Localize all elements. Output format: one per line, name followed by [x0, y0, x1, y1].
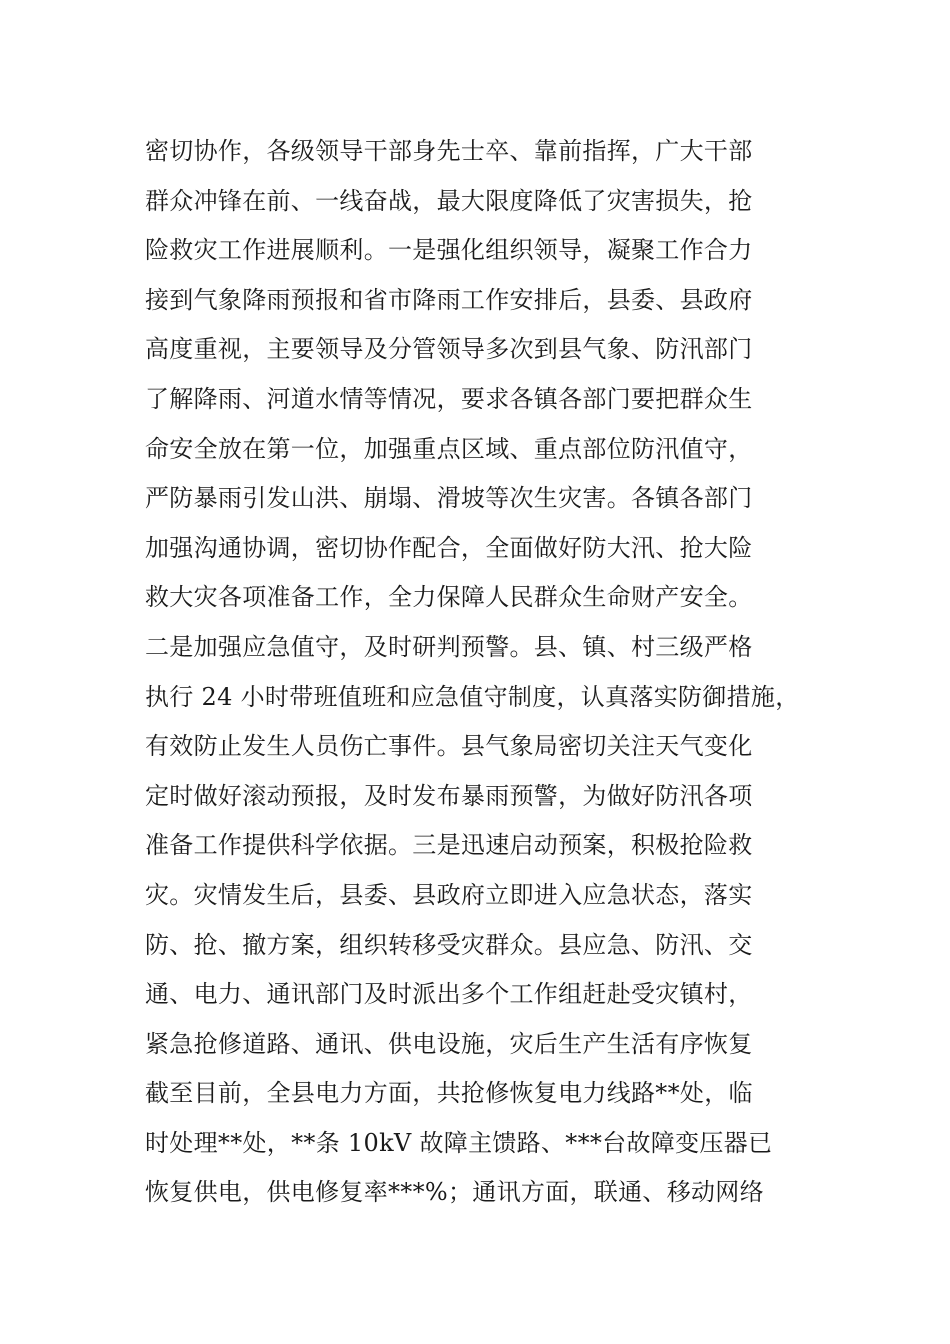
text-line: 二是加强应急值守，及时研判预警。县、镇、村三级严格 [145, 632, 753, 661]
text-line: 执行 24 小时带班值班和应急值守制度，认真落实防御措施， [145, 682, 800, 711]
text-line: 防、抢、撤方案，组织转移受灾群众。县应急、防汛、交 [145, 930, 753, 959]
text-line: 接到气象降雨预报和省市降雨工作安排后，县委、县政府 [145, 285, 753, 314]
text-line: 截至目前，全县电力方面，共抢修恢复电力线路**处，临 [145, 1079, 753, 1108]
text-line: 命安全放在第一位，加强重点区域、重点部位防汛值守， [145, 434, 753, 463]
text-line: 了解降雨、河道水情等情况，要求各镇各部门要把群众生 [145, 384, 753, 413]
text-line: 准备工作提供科学依据。三是迅速启动预案，积极抢险救 [145, 831, 753, 860]
body-text [145, 127, 825, 1218]
text-line: 通、电力、通讯部门及时派出多个工作组赶赴受灾镇村， [145, 980, 753, 1009]
text-line: 有效防止发生人员伤亡事件。县气象局密切关注天气变化 [145, 732, 753, 761]
text-line: 严防暴雨引发山洪、崩塌、滑坡等次生灾害。各镇各部门 [145, 484, 753, 513]
text-line: 时处理**处，**条 10kV 故障主馈路、***台故障变压器已 [145, 1128, 773, 1157]
text-line: 恢复供电，供电修复率***%；通讯方面，联通、移动网络 [145, 1178, 764, 1207]
text-line: 密切协作，各级领导干部身先士卒、靠前指挥，广大干部 [145, 137, 753, 165]
text-line: 群众冲锋在前、一线奋战，最大限度降低了灾害损失，抢 [145, 186, 753, 215]
text-line: 高度重视，主要领导及分管领导多次到县气象、防汛部门 [145, 335, 753, 364]
text-line: 救大灾各项准备工作，全力保障人民群众生命财产安全。 [145, 583, 753, 612]
text-line: 定时做好滚动预报，及时发布暴雨预警，为做好防汛各项 [145, 781, 753, 810]
text-line: 险救灾工作进展顺利。一是强化组织领导，凝聚工作合力 [145, 236, 753, 265]
text-line: 紧急抢修道路、通讯、供电设施，灾后生产生活有序恢复 [145, 1029, 753, 1058]
text-line: 灾。灾情发生后，县委、县政府立即进入应急状态，落实 [145, 880, 753, 909]
text-line: 加强沟通协调，密切协作配合，全面做好防大汛、抢大险 [145, 533, 753, 562]
